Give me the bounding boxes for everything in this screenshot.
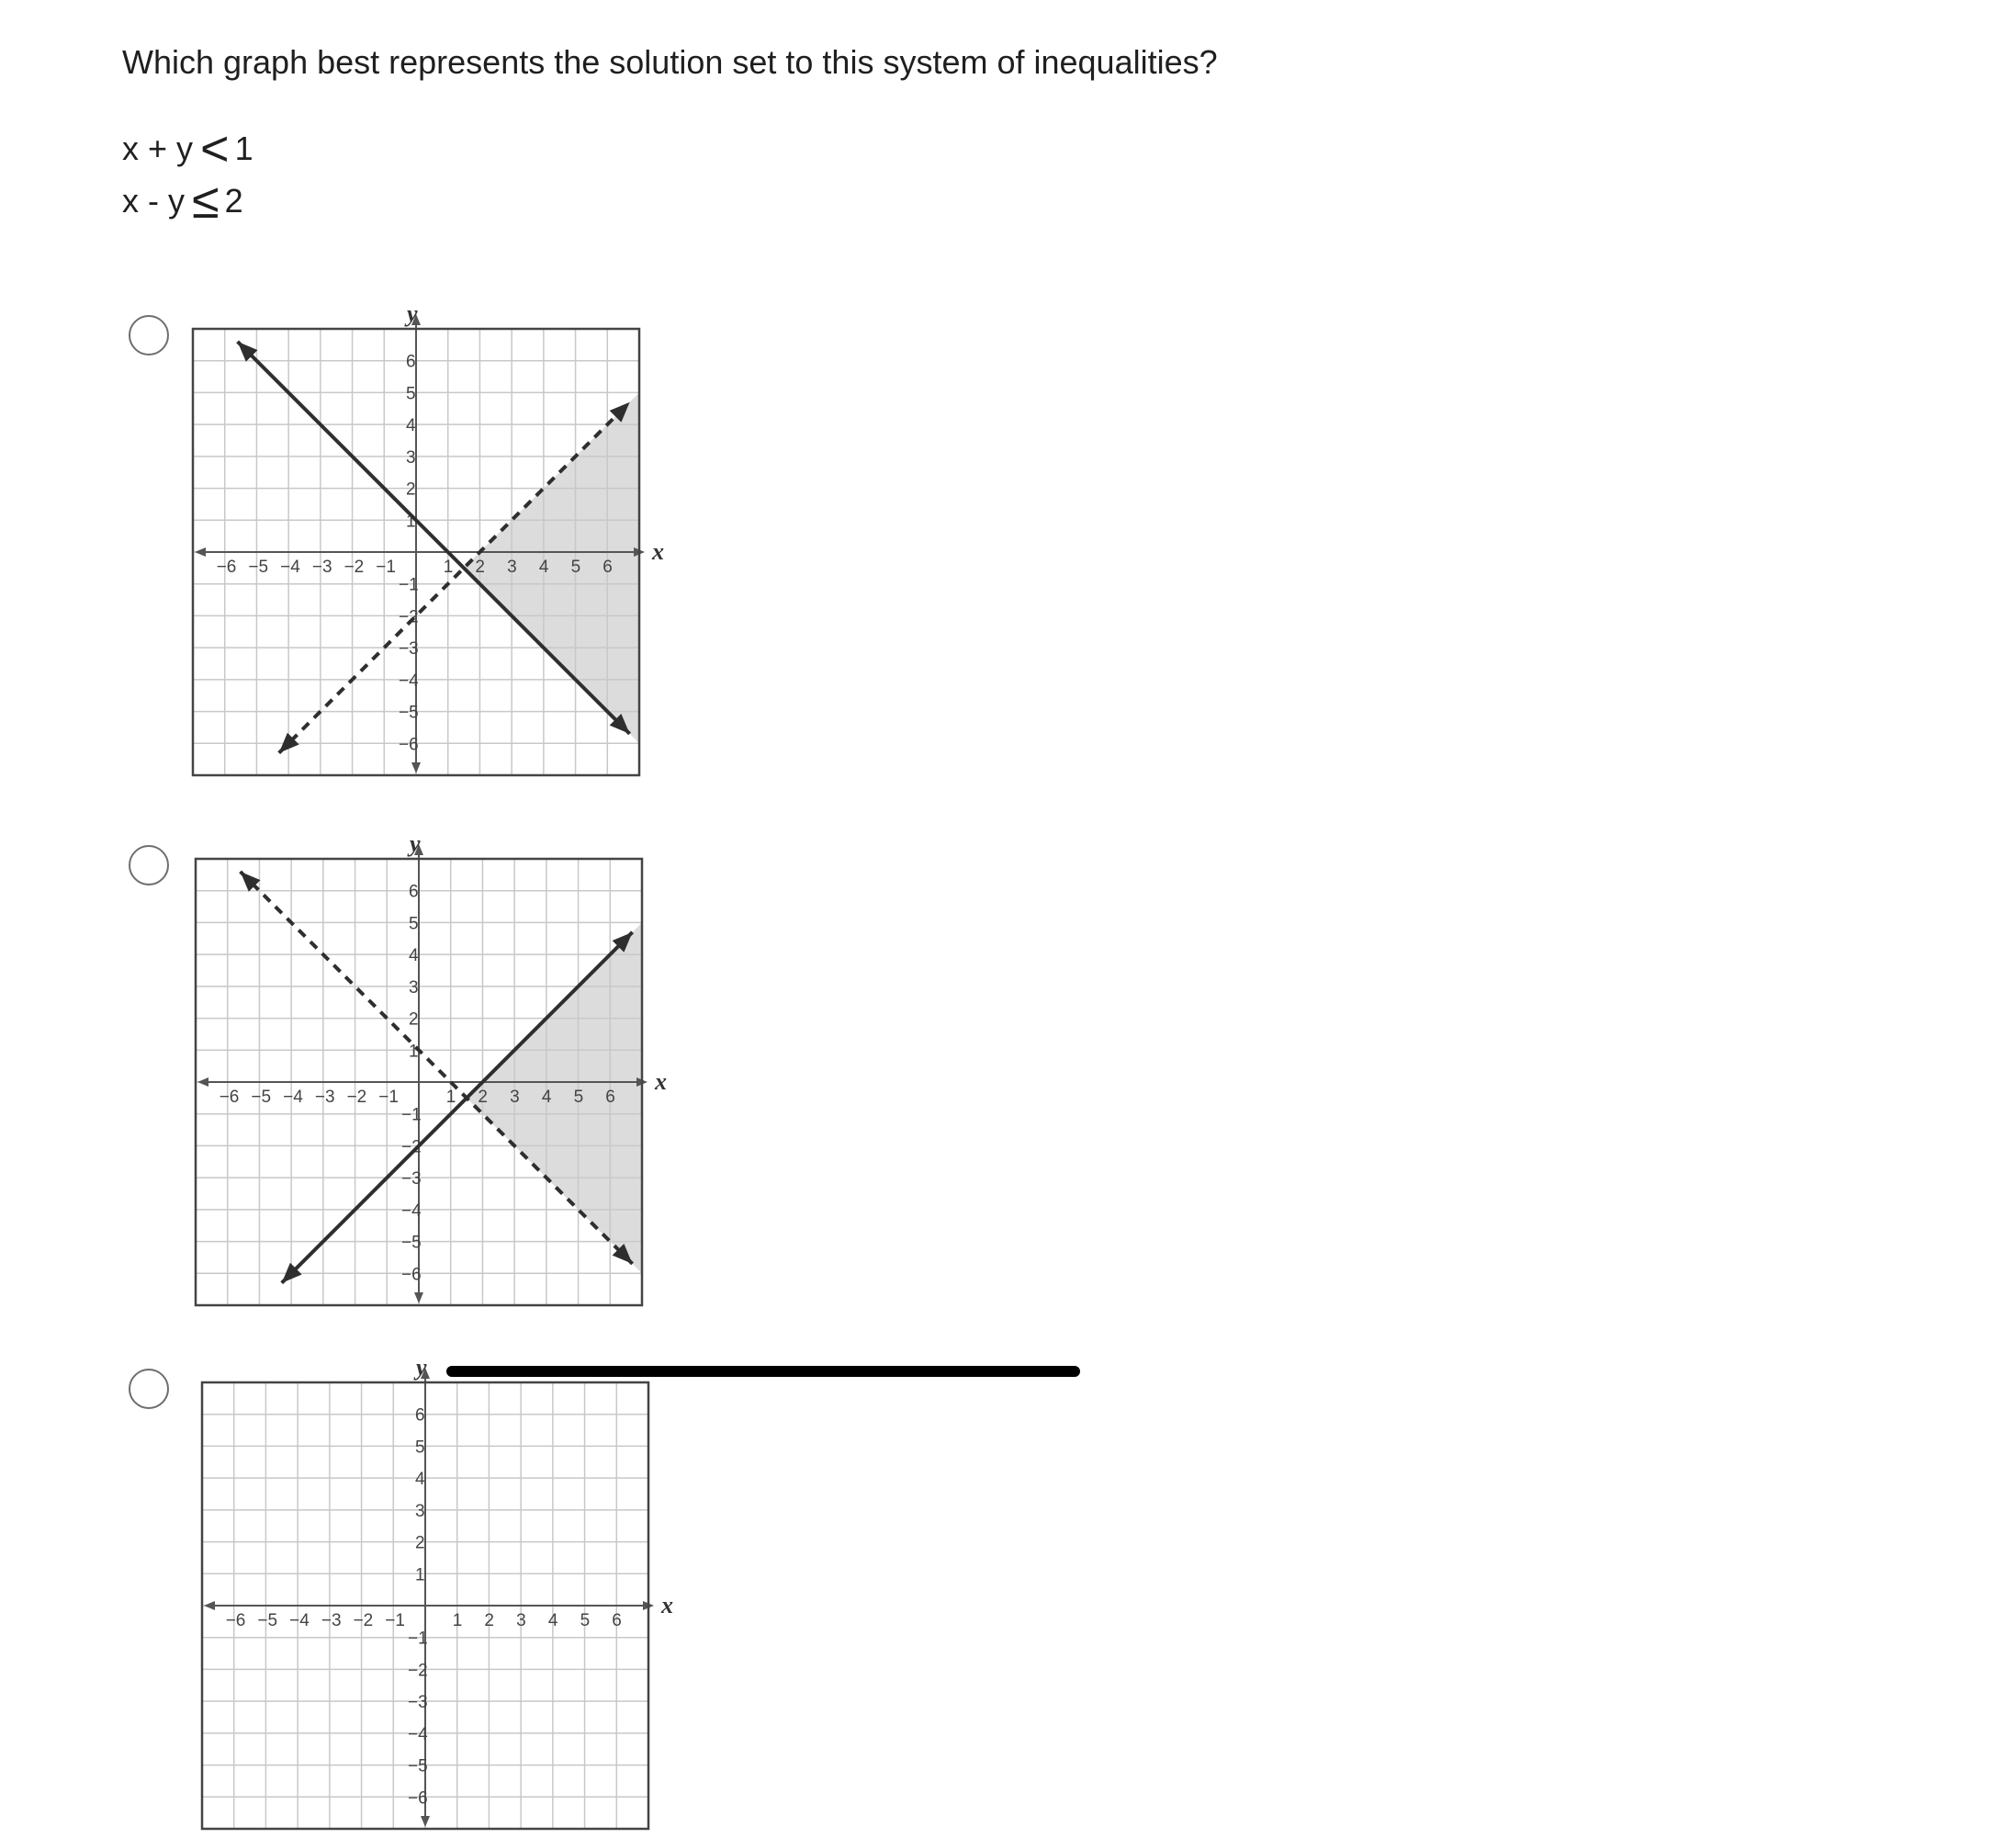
- x-tick-label: −3: [314, 1088, 335, 1107]
- x-tick-label: −5: [257, 1611, 278, 1630]
- y-tick-label: −4: [401, 1201, 422, 1221]
- y-tick-label: −6: [401, 1265, 422, 1285]
- x-tick-label: 5: [580, 1611, 591, 1630]
- y-tick-label: −2: [408, 1661, 428, 1681]
- y-tick-label: 3: [415, 1501, 425, 1521]
- y-tick-label: −3: [408, 1693, 428, 1713]
- x-tick-label: 5: [573, 1088, 584, 1107]
- x-tick-label: 2: [478, 1088, 489, 1107]
- x-tick-label: −1: [385, 1611, 405, 1630]
- inequality-2-rhs: 2: [224, 182, 243, 220]
- inequality-2-symbol: ≤: [192, 174, 220, 229]
- x-tick-label: 6: [612, 1611, 622, 1630]
- y-tick-label: 1: [409, 1042, 419, 1062]
- x-tick-label: 4: [547, 1611, 558, 1630]
- y-tick-label: 3: [409, 977, 419, 998]
- y-tick-label: −1: [408, 1629, 428, 1649]
- option-a-graph[interactable]: [188, 301, 675, 784]
- y-tick-label: −3: [401, 1169, 422, 1190]
- y-tick-label: 6: [415, 1405, 425, 1426]
- inequality-1-lhs: x + y: [122, 130, 194, 167]
- y-tick-label: −6: [408, 1788, 428, 1809]
- x-tick-label: 6: [603, 558, 613, 577]
- y-tick-label: 2: [406, 479, 416, 500]
- x-tick-label: −4: [283, 1088, 303, 1107]
- y-tick-label: −2: [399, 607, 419, 627]
- option-a-radio[interactable]: [129, 315, 169, 355]
- x-tick-label: 3: [510, 1088, 520, 1107]
- x-axis-label: x: [652, 538, 664, 565]
- y-tick-label: 6: [406, 352, 416, 372]
- x-tick-label: −3: [321, 1611, 342, 1630]
- x-tick-label: −6: [219, 1088, 240, 1107]
- x-tick-label: 1: [452, 1611, 463, 1630]
- y-tick-label: −5: [399, 703, 419, 723]
- x-tick-label: −5: [251, 1088, 272, 1107]
- x-tick-label: 5: [570, 558, 581, 577]
- inequality-2: [122, 174, 243, 229]
- x-tick-label: 1: [445, 1088, 456, 1107]
- y-tick-label: 2: [415, 1533, 425, 1553]
- coordinate-graph: [197, 1355, 684, 1838]
- x-tick-label: −4: [280, 558, 300, 577]
- x-tick-label: 3: [516, 1611, 526, 1630]
- y-tick-label: −1: [401, 1105, 422, 1125]
- x-tick-label: 6: [605, 1088, 615, 1107]
- y-tick-label: 5: [409, 914, 419, 934]
- coordinate-graph: [188, 301, 675, 784]
- x-tick-label: 2: [484, 1611, 495, 1630]
- y-tick-label: −4: [399, 671, 419, 691]
- y-tick-label: 5: [415, 1438, 425, 1458]
- y-axis-label: y: [416, 1354, 427, 1381]
- y-tick-label: −1: [399, 575, 419, 595]
- x-tick-label: −5: [248, 558, 269, 577]
- y-axis-label: y: [410, 830, 421, 857]
- x-tick-label: 1: [443, 558, 454, 577]
- scroll-indicator[interactable]: [446, 1366, 1080, 1377]
- inequality-1-symbol: <: [200, 121, 230, 176]
- question-prompt: Which graph best represents the solution set to this system of inequalities?: [122, 43, 1218, 81]
- inequality-1: [122, 121, 253, 176]
- y-tick-label: 3: [406, 447, 416, 468]
- y-tick-label: −2: [401, 1137, 422, 1157]
- option-b-graph[interactable]: [191, 831, 678, 1314]
- x-tick-label: 4: [541, 1088, 552, 1107]
- inequality-2-lhs: x - y: [122, 182, 185, 220]
- y-tick-label: 4: [406, 416, 416, 436]
- y-tick-label: 1: [406, 512, 416, 532]
- x-axis-label: x: [655, 1068, 667, 1095]
- x-tick-label: 4: [538, 558, 549, 577]
- y-tick-label: 1: [415, 1565, 425, 1585]
- inequality-1-rhs: 1: [234, 130, 253, 167]
- x-tick-label: 3: [507, 558, 517, 577]
- y-tick-label: 4: [409, 946, 419, 966]
- coordinate-graph: [191, 831, 678, 1314]
- x-tick-label: −6: [216, 558, 237, 577]
- x-tick-label: −1: [376, 558, 396, 577]
- x-tick-label: 2: [475, 558, 486, 577]
- y-tick-label: 5: [406, 384, 416, 404]
- x-tick-label: −2: [346, 1088, 367, 1107]
- x-tick-label: −1: [378, 1088, 399, 1107]
- y-axis-label: y: [407, 300, 418, 327]
- x-tick-label: −3: [311, 558, 332, 577]
- y-tick-label: −6: [399, 735, 419, 755]
- y-tick-label: −5: [408, 1756, 428, 1776]
- y-tick-label: 4: [415, 1470, 425, 1490]
- x-tick-label: −4: [289, 1611, 310, 1630]
- x-tick-label: −2: [353, 1611, 374, 1630]
- x-axis-label: x: [661, 1592, 673, 1618]
- option-c-radio[interactable]: [129, 1369, 169, 1409]
- y-tick-label: 6: [409, 882, 419, 902]
- y-tick-label: −4: [408, 1724, 428, 1744]
- y-tick-label: −3: [399, 639, 419, 660]
- y-tick-label: 2: [409, 1009, 419, 1030]
- y-tick-label: −5: [401, 1233, 422, 1253]
- x-tick-label: −6: [225, 1611, 246, 1630]
- option-b-radio[interactable]: [129, 845, 169, 885]
- x-tick-label: −2: [344, 558, 365, 577]
